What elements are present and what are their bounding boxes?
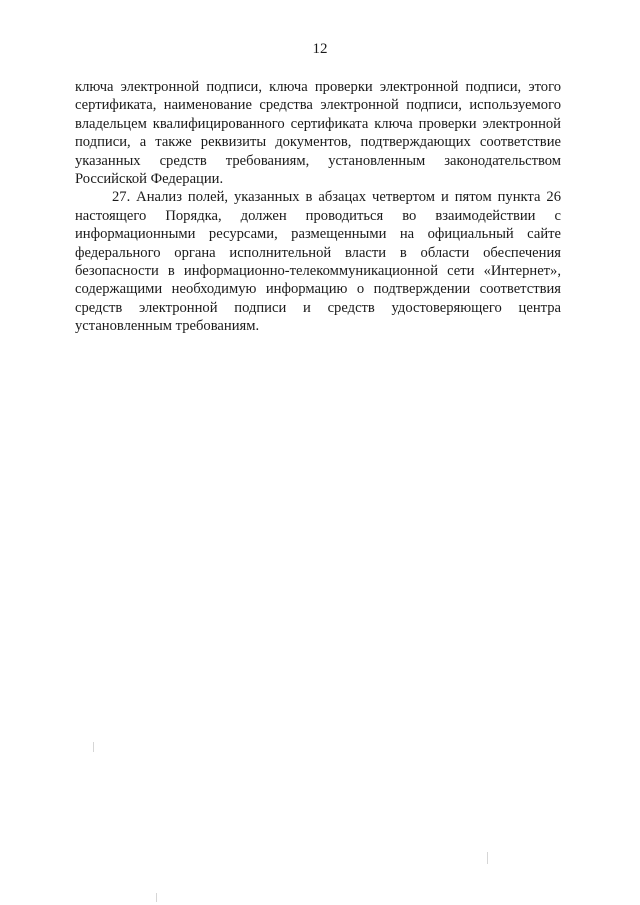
paragraph-27: 27. Анализ полей, указанных в абзацах четвертом и пятом пункта 26 настоящего Порядка, должен проводиться во взаимодействии с информационными ресурсами, размещенными на официальный сайте федерального органа исполнительной власти в области обеспечения безопасности в информационно-телекоммуникационной сети «Интернет», содержащими необходимую информацию о подтверждении соответствия средств электронной подписи и средств удостоверяющего центра установленным требованиям. (75, 189, 561, 335)
scan-artifact (156, 893, 157, 902)
paragraph-continuation: ключа электронной подписи, ключа проверки электронной подписи, этого сертификата, наименование средства электронной подписи, используемого владельцем квалифицированного сертификата ключа проверки электронной подписи, а также реквизиты документов, подтверждающих соответствие указанных средств требованиям, установленным законодательством Российской Федерации. (75, 79, 561, 188)
document-body (75, 78, 561, 336)
scan-artifact (93, 742, 94, 752)
page-number: 12 (312, 41, 328, 57)
scan-artifact (487, 852, 488, 864)
